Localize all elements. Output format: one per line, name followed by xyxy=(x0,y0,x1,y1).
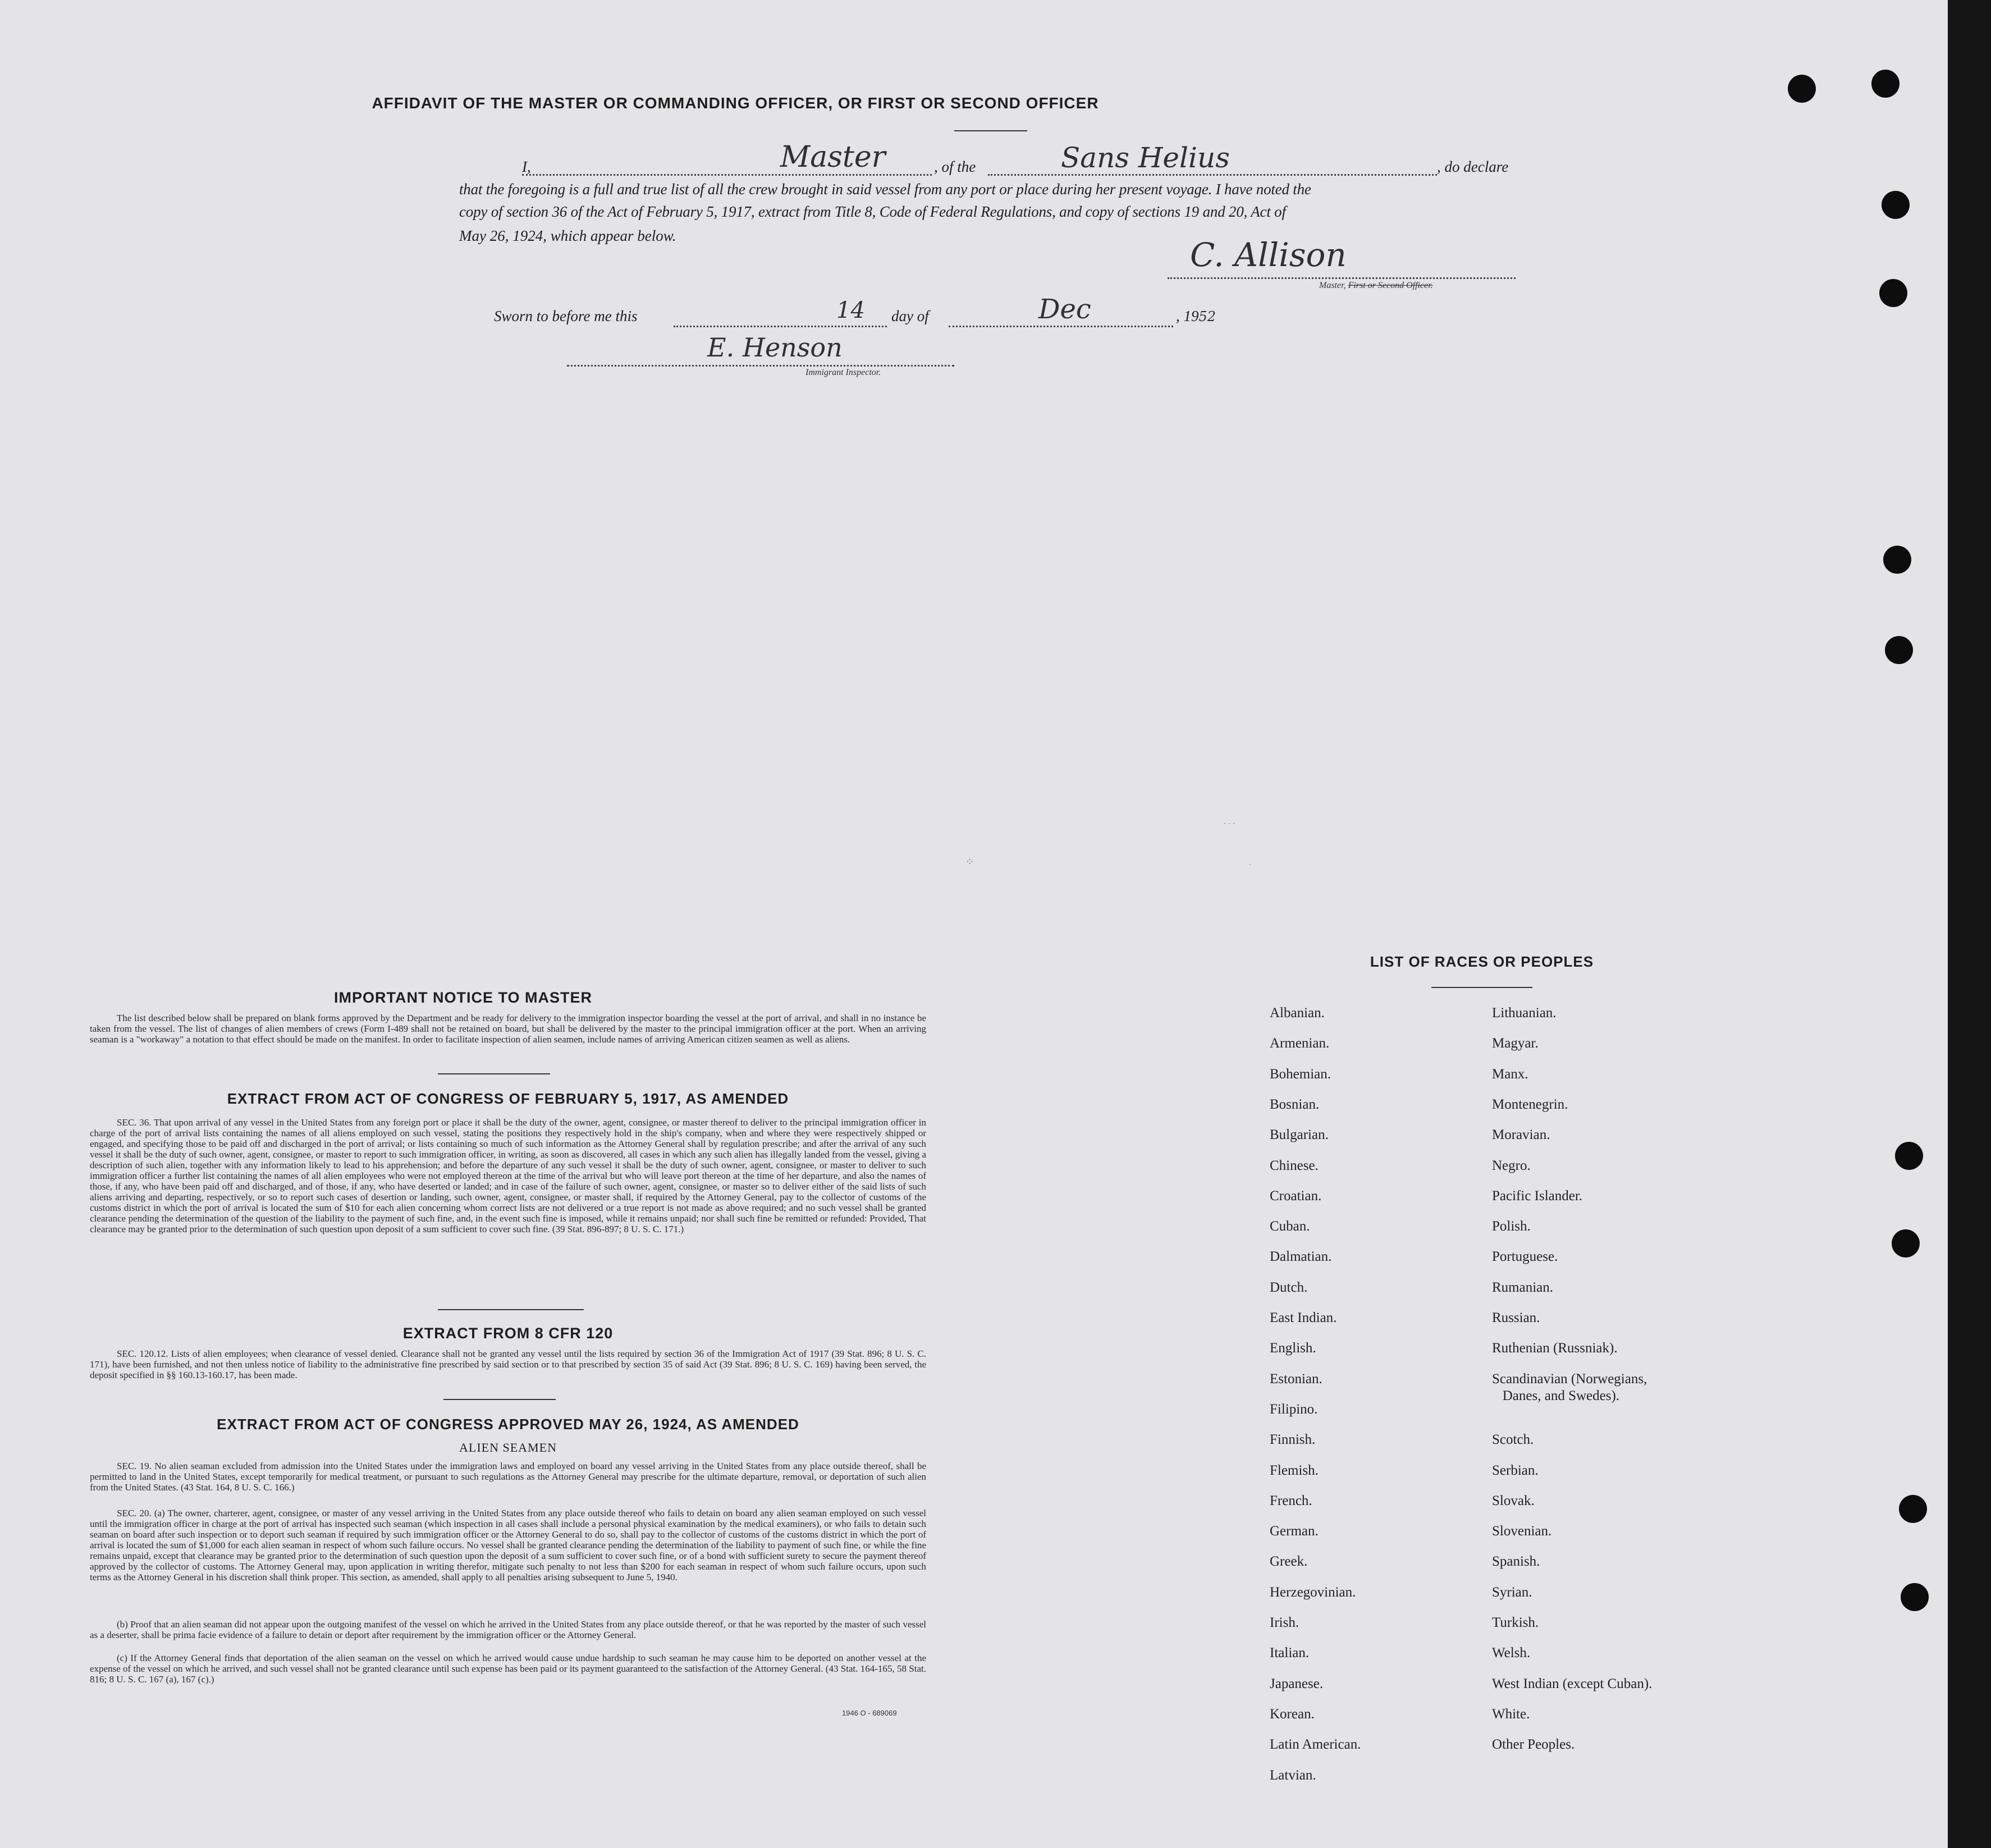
vessel-field xyxy=(988,174,1437,176)
punch-hole xyxy=(1901,1583,1929,1611)
race-item: Korean. xyxy=(1270,1706,1315,1722)
race-item: Syrian. xyxy=(1492,1584,1532,1600)
master-signature: C. Allison xyxy=(1190,236,1347,274)
race-item: Portuguese. xyxy=(1492,1249,1558,1265)
race-item: Negro. xyxy=(1492,1158,1531,1173)
races-rule xyxy=(1431,987,1532,988)
race-item: Japanese. xyxy=(1270,1676,1324,1691)
scan-speck: ⁘ xyxy=(965,856,974,867)
race-item: Slovenian. xyxy=(1492,1524,1552,1539)
race-item: Moravian. xyxy=(1492,1127,1550,1143)
extract-1924-sec19: SEC. 19. No alien seaman excluded from admission into the United States under the immigration laws and employed on board any vessel arriving in the United States from any place outside thereof, shall be permitted to land in the United States, except temporarily for medical treatment, or pursuant to such regulations as the Attorney General may prescribe for the ultimate departure, removal, or deportation of such alien from the United States. (43 Stat. 164, 8 U. S. C. 166.) xyxy=(90,1461,926,1493)
affidavit-title: AFFIDAVIT OF THE MASTER OR COMMANDING OFFICER, OR FIRST OR SECOND OFFICER xyxy=(372,94,1099,112)
race-item: French. xyxy=(1270,1493,1312,1508)
notice-title: IMPORTANT NOTICE TO MASTER xyxy=(334,989,592,1006)
race-item: Bohemian. xyxy=(1270,1066,1331,1082)
officer-field xyxy=(522,174,932,176)
extract-1924-title: EXTRACT FROM ACT OF CONGRESS APPROVED MAY 26, 1924, AS AMENDED xyxy=(217,1416,799,1433)
race-item: Latvian. xyxy=(1270,1767,1316,1783)
master-signature-line xyxy=(1168,277,1516,279)
race-item: Latin American. xyxy=(1270,1737,1361,1753)
race-item: Herzegovinian. xyxy=(1270,1584,1356,1600)
punch-hole xyxy=(1871,70,1900,98)
print-code: 1946 O - 689069 xyxy=(842,1709,897,1717)
race-item: Other Peoples. xyxy=(1492,1737,1575,1753)
extract-cfr-title: EXTRACT FROM 8 CFR 120 xyxy=(402,1325,614,1342)
races-title: LIST OF RACES OR PEOPLES xyxy=(1370,953,1594,970)
race-item: Italian. xyxy=(1270,1645,1310,1661)
extract-1924-sec20a: SEC. 20. (a) The owner, charterer, agent, consignee, or master of any vessel arriving in the United States from any place outside thereof who fails to detain on board any alien seaman employed on such vessel until the immigration officer in charge at the port of arrival has inspected such seaman (which inspection in all cases shall include a personal physical examination by the medical examiners), or who fails to detain such seaman on board after such inspection or to deport such seaman if required by such immigration officer or the Attorney General to do so, shall pay to the collector of customs of the customs district in which the port of arrival is located the sum of $1,000 for each alien seaman in respect of whom such failure occurs. No vessel shall be granted clearance pending the determination of the liability to payment of such fine, or while the fine remains unpaid, except that clearance may be granted prior to the determination of such question upon the deposit of a sum sufficient to cover such fine, or of a bond with sufficient surety to secure the payment thereof approved by the collector of customs. The Attorney General may, upon application in writing therefor, mitigate such penalty to not less than $200 for each seaman in respect of whom such failure occurs, upon such terms as the Attorney General in his discretion shall think proper. This section, as amended, shall apply to all penalties arising subsequent to June 5, 1940. xyxy=(90,1508,926,1582)
declaration-line-1: I, xyxy=(522,158,531,175)
race-item: Serbian. xyxy=(1492,1462,1539,1478)
race-item: Manx. xyxy=(1492,1066,1528,1082)
race-item: Albanian. xyxy=(1270,1005,1325,1021)
punch-hole xyxy=(1883,546,1911,574)
race-item: Irish. xyxy=(1270,1615,1299,1630)
section-rule xyxy=(443,1399,556,1400)
punch-hole xyxy=(1885,636,1913,664)
race-item: Croatian. xyxy=(1270,1188,1322,1204)
sworn-day-field xyxy=(674,326,887,327)
punch-hole xyxy=(1882,191,1910,219)
extract-1917-title: EXTRACT FROM ACT OF CONGRESS OF FEBRUARY 5, 1917, AS AMENDED xyxy=(227,1090,789,1107)
race-item: Flemish. xyxy=(1270,1462,1319,1478)
title-rule xyxy=(954,130,1027,131)
master-caption: Master, First or Second Officer. xyxy=(1319,281,1433,290)
race-item: West Indian (except Cuban). xyxy=(1492,1676,1653,1691)
race-item: Estonian. xyxy=(1270,1371,1322,1387)
race-item: Bulgarian. xyxy=(1270,1127,1329,1143)
race-item: Finnish. xyxy=(1270,1432,1316,1448)
race-item: Slovak. xyxy=(1492,1493,1535,1508)
sworn-label: Sworn to before me this xyxy=(494,308,638,324)
race-item: Spanish. xyxy=(1492,1554,1540,1570)
scan-speck: . xyxy=(1249,859,1251,867)
punch-hole xyxy=(1895,1142,1923,1170)
race-item: Scandinavian (Norwegians, Danes, and Swedes). xyxy=(1492,1371,1647,1403)
race-item: Pacific Islander. xyxy=(1492,1188,1583,1204)
inspector-caption: Immigrant Inspector. xyxy=(805,368,881,377)
extract-cfr-body: SEC. 120.12. Lists of alien employees; when clearance of vessel denied. Clearance shall not be granted any vessel until the lists required by section 36 of the Immigration Act of 1917 (39 Stat. 896; 8 U. S. C. 171), have been furnished, and not then unless notice of liability to the administrative fine prescribed by said section or to that prescribed by section 35 of said Act (39 Stat. 896; 8 U. S. C. 169) having been served, the deposit specified in §§ 160.13-160.17, has been made. xyxy=(90,1348,926,1380)
race-item: Armenian. xyxy=(1270,1036,1330,1051)
extract-1924-sec20c: (c) If the Attorney General finds that deportation of the alien seaman on the vessel on which he arrived would cause undue hardship to such seaman he may cause him to be deported on another vessel at the expense of the vessel on which he arrived, and such vessel shall not be granted clearance until such expense has been paid or its payment guaranteed to the satisfaction of the Attorney General. (43 Stat. 164-165, 58 Stat. 816; 8 U. S. C. 167 (a), 167 (c).) xyxy=(90,1653,926,1685)
race-item: Scotch. xyxy=(1492,1432,1534,1448)
race-item: Russian. xyxy=(1492,1310,1540,1325)
page-edge xyxy=(1948,0,1991,1848)
race-item: Cuban. xyxy=(1270,1219,1310,1234)
scan-speck: . . . xyxy=(1224,817,1235,826)
race-item: Dalmatian. xyxy=(1270,1249,1332,1265)
extract-1924-subtitle: ALIEN SEAMEN xyxy=(459,1440,557,1454)
declare-label: , do declare xyxy=(1437,158,1509,175)
race-item: English. xyxy=(1270,1341,1316,1356)
punch-hole xyxy=(1788,75,1816,103)
punch-hole xyxy=(1892,1229,1920,1257)
race-item: Rumanian. xyxy=(1492,1279,1554,1295)
race-item: Polish. xyxy=(1492,1219,1531,1234)
of-the-label: , of the xyxy=(934,158,976,175)
race-item: Chinese. xyxy=(1270,1158,1319,1173)
inspector-signature: E. Henson xyxy=(707,332,843,363)
punch-hole xyxy=(1899,1495,1927,1523)
sworn-year: , 1952 xyxy=(1176,308,1216,324)
section-rule xyxy=(438,1073,550,1074)
declaration-line-3: copy of section 36 of the Act of February 5, 1917, extract from Title 8, Code of Federal Regulations, and copy of sections 19 and 20, Act of xyxy=(459,203,1286,220)
race-item: Bosnian. xyxy=(1270,1096,1320,1112)
race-item: Filipino. xyxy=(1270,1401,1318,1417)
race-item: Montenegrin. xyxy=(1492,1096,1568,1112)
race-item: Turkish. xyxy=(1492,1615,1539,1630)
punch-hole xyxy=(1879,279,1907,307)
declaration-line-2: that the foregoing is a full and true list of all the crew brought in said vessel from any port or place during her present voyage. I have noted the xyxy=(459,181,1311,198)
section-rule xyxy=(438,1309,584,1310)
race-item: White. xyxy=(1492,1706,1530,1722)
sworn-month-field xyxy=(949,326,1173,327)
officer-handwriting: Master xyxy=(780,140,886,174)
sworn-month-handwriting: Dec xyxy=(1038,294,1091,325)
race-item: Ruthenian (Russniak). xyxy=(1492,1341,1618,1356)
race-item: East Indian. xyxy=(1270,1310,1337,1325)
notice-body: The list described below shall be prepared on blank forms approved by the Department and be ready for delivery to the immigration inspector boarding the vessel at the port of arrival, and shall in no instance be taken from the vessel. The list of changes of alien members of crews (Form I-489 shall not be retained on board, but shall be delivered by the master to the principal immigration officer at the port. When an arriving seaman is a "workaway" a notation to that effect should be made on the manifest. In order to facilitate inspection of alien seamen, include names of arriving American citizen seamen as well as aliens. xyxy=(90,1013,926,1045)
race-item: Magyar. xyxy=(1492,1036,1539,1051)
vessel-handwriting: Sans Helius xyxy=(1061,141,1230,174)
race-item: Greek. xyxy=(1270,1554,1308,1570)
race-item: Dutch. xyxy=(1270,1279,1308,1295)
race-item: Lithuanian. xyxy=(1492,1005,1557,1021)
extract-1924-sec20b: (b) Proof that an alien seaman did not appear upon the outgoing manifest of the vessel on which he arrived in the United States from any place outside thereof, or that he was reported by the master of such vessel as a deserter, shall be prima facie evidence of a failure to detain or deport after requirement by the immigration officer or the Attorney General. xyxy=(90,1619,926,1640)
inspector-signature-line xyxy=(567,365,954,367)
extract-1917-body: SEC. 36. That upon arrival of any vessel in the United States from any foreign port or place it shall be the duty of the owner, agent, consignee, or master thereof to deliver to the principal immigration officer in charge of the port of arrival lists containing the names of all aliens employed on such vessel, stating the positions they respectively hold in the ship's company, when and where they were respectively shipped or engaged, and specifying those to be paid off and discharged in the port of arrival; or lists containing so much of such information as the Attorney General shall by regulation prescribe; and after the arrival of any such vessel it shall be the duty of such owner, agent, consignee, or master to report to such immigration officer, in writing, as soon as discovered, all cases in which any such alien has illegally landed from the vessel, giving a description of such alien, together with any information likely to lead to his apprehension; and before the departure of any such vessel it shall be the duty of such owner, agent, consignee, or master to deliver to such immigration officer a further list containing the names of all alien employees who were not employed thereon at the time of the arrival but who will leave port thereon at the time of her departure, and also the names of those, if any, who have been paid off and discharged, and of those, if any, who have deserted or landed; and in case of the failure of such owner, agent, consignee, or master so to deliver either of the said lists of such aliens arriving and departing, respectively, or so to report such cases of desertion or landing, such owner, agent, consignee, or master shall, if required by the Attorney General, pay to the collector of customs of the customs district in which the port of arrival is located the sum of $10 for each alien concerning whom correct lists are not delivered or a true report is not made as above required; and no such vessel shall be granted clearance pending the determination of the question of the liability to the payment of such fine, and, in the event such fine is imposed, while it remains unpaid; nor shall such fine be remitted or refunded: Provided, That clearance may be granted prior to the determination of such question upon deposit of a sum sufficient to cover such fine. (39 Stat. 896-897; 8 U. S. C. 171.) xyxy=(90,1117,926,1234)
sworn-day-handwriting: 14 xyxy=(836,298,865,323)
race-item: Welsh. xyxy=(1492,1645,1531,1661)
declaration-line-4: May 26, 1924, which appear below. xyxy=(459,227,676,244)
race-item: German. xyxy=(1270,1524,1319,1539)
day-of-label: day of xyxy=(891,308,929,324)
